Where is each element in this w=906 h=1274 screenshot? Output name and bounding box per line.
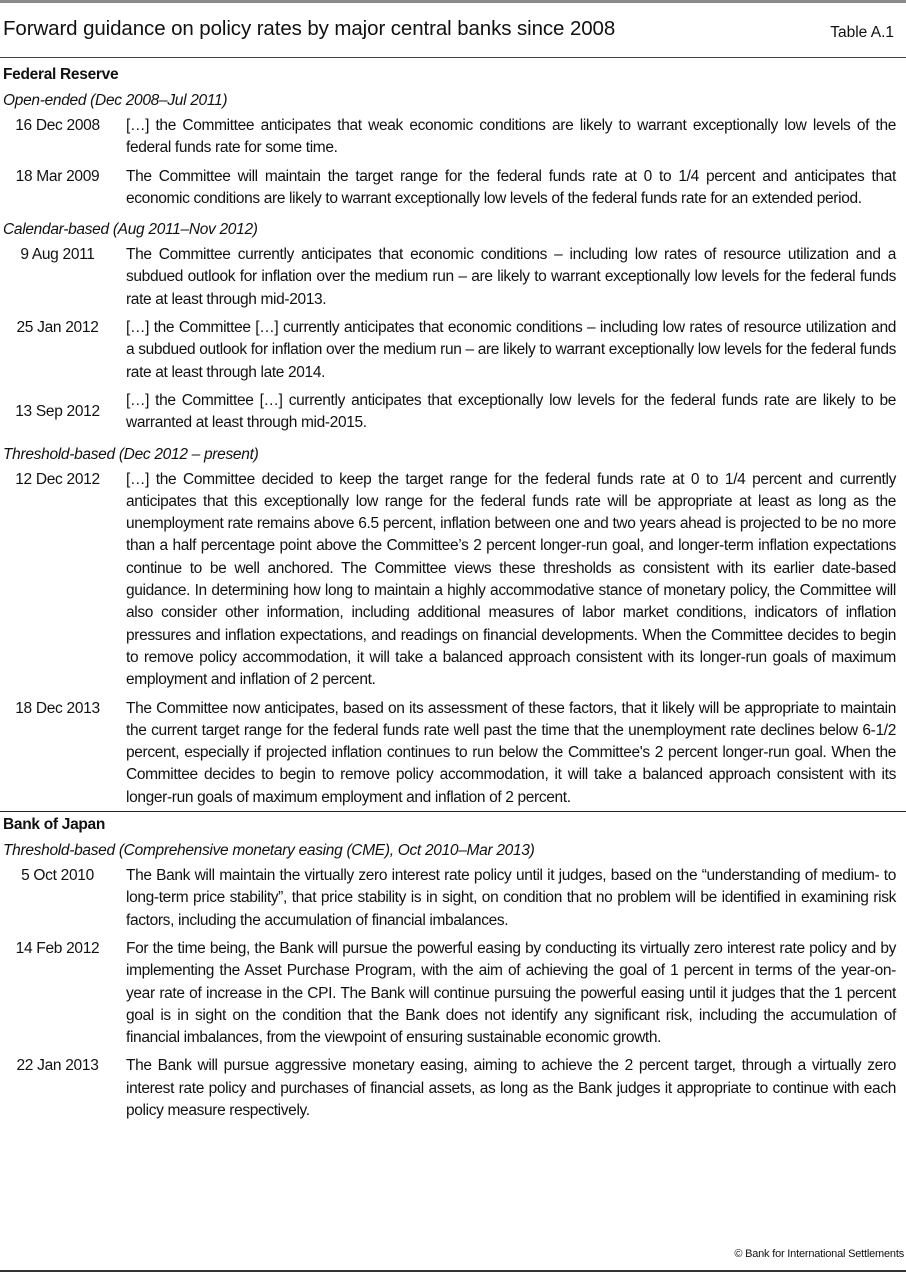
entry-date: 18 Dec 2013 [15, 699, 100, 717]
top-rule [0, 0, 906, 3]
guidance-entry [0, 938, 906, 1049]
guidance-entry [0, 698, 906, 809]
table-id: Table A.1 [830, 24, 894, 41]
bank-section-bank-of-japan [0, 812, 906, 1122]
entry-text: The Bank will pursue aggressive monetary easing, aiming to achieve the 2 percent target, through a virtually zero interest rate policy and purchases of financial assets, as long as the Bank judges it appropriate to continue with each policy measure respectively. [126, 1057, 896, 1119]
entry-text: […] the Committee anticipates that weak economic conditions are likely to warrant exceptionally low levels of the federal funds rate for some time. [126, 117, 896, 157]
guidance-entry [0, 166, 906, 211]
period-heading: Calendar-based (Aug 2011–Nov 2012) [3, 221, 258, 239]
entry-text: The Bank will maintain the virtually zero interest rate policy until it judges, based on the “understanding of medium- to long-term price stability”, that price stability is in sight, on condition that no problem will be identified in examining risk factors, including the accumulation of financial imbalances. [126, 867, 896, 929]
entry-date: 25 Jan 2012 [16, 319, 99, 337]
guidance-entry [0, 865, 906, 932]
entry-date: 18 Mar 2009 [15, 167, 100, 185]
guidance-entry [0, 317, 906, 384]
entry-date: 22 Jan 2013 [16, 1057, 99, 1075]
guidance-entry [0, 115, 906, 160]
entry-date: 14 Feb 2012 [15, 939, 100, 957]
entry-date: 5 Oct 2010 [21, 867, 94, 885]
period-heading: Open-ended (Dec 2008–Jul 2011) [3, 92, 228, 109]
entry-text: The Committee will maintain the target range for the federal funds rate at 0 to 1/4 percent and anticipates that economic conditions are likely to warrant exceptionally low levels of the federal funds rate for an extended period. [126, 167, 896, 207]
guidance-entry [0, 469, 906, 692]
entry-text: […] the Committee decided to keep the target range for the federal funds rate at 0 to 1/4 percent and currently anticipates that this exceptionally low range for the federal funds rate will be appropriate at least as long as the unemployment rate remains above 6.5 percent, inflation between one and two years ahead is projected to be no more than a half percentage point above the Committee’s 2 percent longer-run goal, and longer-term inflation expectations continue to be well anchored. The Committee views these thresholds as consistent with its earlier date-based guidance. In determining how long to maintain a highly accommodative stance of monetary policy, the Committee will also consider other information, including additional measures of labor market conditions, indicators of inflation pressures and inflation expectations, and readings on financial developments. When the Committee decides to begin to remove policy accommodation, it will take a balanced approach consistent with its longer-run goals of maximum employment and inflation of 2 percent. [126, 470, 896, 689]
source-credit: © Bank for International Settlements [734, 1248, 904, 1260]
bank-heading: Bank of Japan [3, 816, 106, 834]
bottom-rule [0, 1270, 906, 1272]
entry-text: […] the Committee […] currently anticipates that economic conditions – including low rates of resource utilization and a subdued outlook for inflation over the medium run – are likely to warrant exceptionally low levels for the federal funds rate at least through late 2014. [126, 319, 896, 381]
header-rule [0, 57, 906, 58]
entry-text: The Committee now anticipates, based on its assessment of these factors, that it likely will be appropriate to maintain the current target range for the federal funds rate well past the time that the unemployment rate declines below 6-1/2 percent, especially if projected inflation continues to run below the Committee's 2 percent longer-run goal. When the Committee decides to begin to remove policy accommodation, it will take a balanced approach consistent with its longer-run goals of maximum employment and inflation of 2 percent. [126, 699, 896, 806]
entry-text: The Committee currently anticipates that economic conditions – including low rates of resource utilization and a subdued outlook for inflation over the medium run – are likely to warrant exceptionally low levels for the federal funds rate at least through mid-2013. [126, 246, 896, 308]
guidance-entry [0, 1055, 906, 1122]
table-body [0, 62, 906, 1128]
entry-text: […] the Committee […] currently anticipates that exceptionally low levels for the federal funds rate are likely to be warranted at least through mid-2015. [126, 391, 896, 432]
table-header [0, 14, 906, 54]
bank-section-federal-reserve [0, 62, 906, 809]
period-heading: Threshold-based (Comprehensive monetary easing (CME), Oct 2010–Mar 2013) [3, 842, 535, 860]
guidance-entry [0, 244, 906, 311]
table-title: Forward guidance on policy rates by major central banks since 2008 [3, 17, 616, 40]
guidance-entry [0, 390, 906, 435]
entry-date: 16 Dec 2008 [15, 117, 100, 134]
entry-text: For the time being, the Bank will pursue the powerful easing by conducting its virtually zero interest rate policy and by implementing the Asset Purchase Program, with the aim of achieving the goal of 1 percent in terms of the year-on-year rate of increase in the CPI. The Bank will continue pursuing the powerful easing until it judges that the 1 percent goal is in sight on the condition that the Bank does not identify any significant risk, including the accumulation of financial imbalances, from the viewpoint of ensuring sustainable economic growth. [126, 939, 896, 1047]
bank-heading: Federal Reserve [3, 66, 119, 83]
entry-date: 9 Aug 2011 [20, 246, 95, 264]
entry-date: 13 Sep 2012 [15, 403, 100, 421]
entry-date: 12 Dec 2012 [15, 470, 100, 488]
period-heading: Threshold-based (Dec 2012 – present) [3, 445, 259, 463]
